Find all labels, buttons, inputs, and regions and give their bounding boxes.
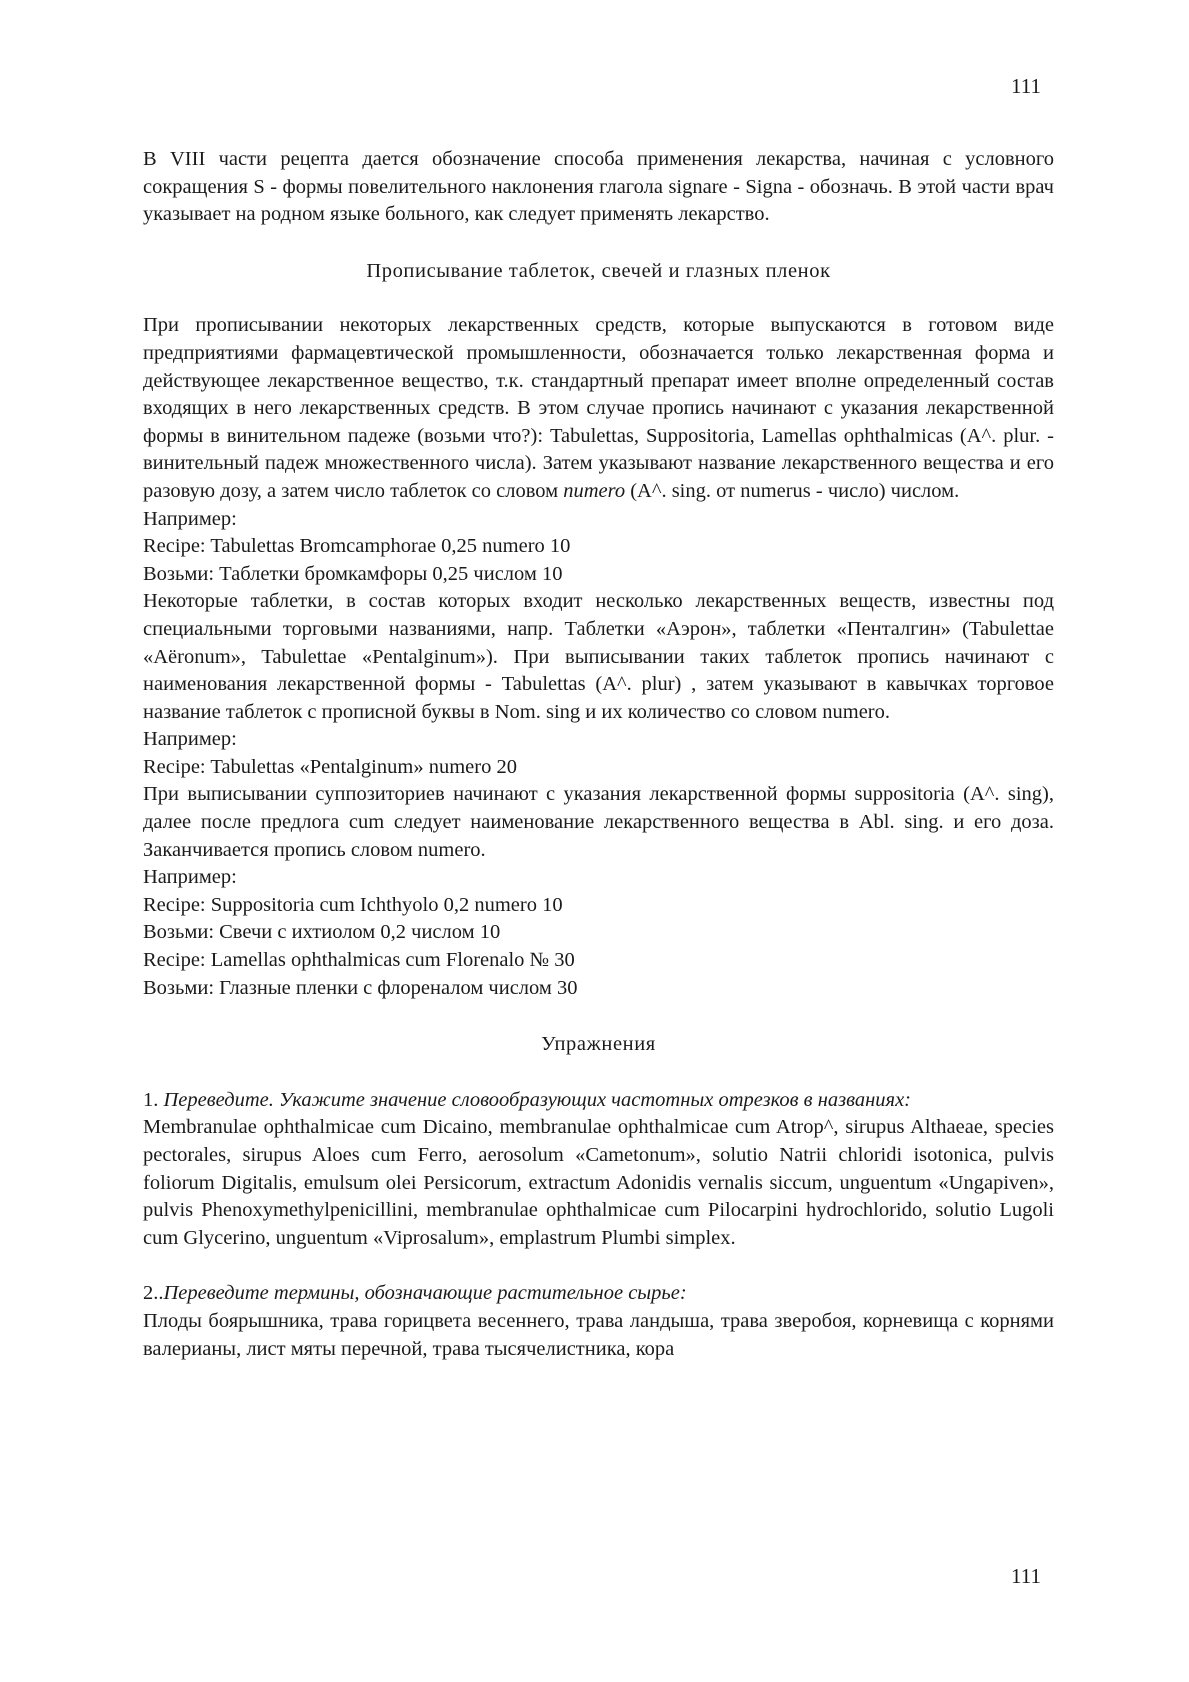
exercises-heading: Упражнения (541, 1033, 656, 1056)
recipe-line: Recipe: Suppositoria cum Ichthyolo 0,2 numero 10 (143, 893, 563, 916)
recipe-line: Recipe: Tabulettas Bromcamphorae 0,25 numero 10 (143, 535, 571, 558)
section-viii-paragraph: В VIII части рецепта дается обозначение способа применения лекарства, начиная с условного сокращения S - формы повелительного наклонения глагола signare - Signa - обозначь. В этой части врач указывает на родном языке больного, как следует применять лекарство. (143, 148, 1054, 226)
trade-names-paragraph: Некоторые таблетки, в состав которых входит несколько лекарственных веществ, известны под специальными торговыми названиями, напр. Таблетки «Аэрон», таблетки «Пенталгин» (Tabulettae «Aëronum», Tabulettae «Pentalginum»). При выписывании таких таблеток пропись начинают с наименования лекарственной формы - Tabulettas (A^. plur) , затем указывают в кавычках торговое название таблеток с прописной буквы в Nom. sing и их количество со словом numero. (143, 590, 1054, 723)
tablets-intro-text: При прописывании некоторых лекарственных средств, которые выпускаются в готовом виде предприятиями фармацевтической промышленности, обозначается только лекарственная форма и действующее лекарственное вещество, т.к. стандартный препарат имеет вполне определенный состав входящих в него лекарственных средств. В этом случае пропись начинают с указания лекарственной формы в винительном падеже (возьми что?): Tabulettas, Suppositoria, Lamellas ophthalmicas (A^. plur. - винительный падеж множественного числа). Затем указывают название лекарственного вещества и его разовую дозу, а затем число таблеток со словом (143, 314, 1054, 502)
translation-line: Возьми: Таблетки бромкамфоры 0,25 числом 10 (143, 562, 563, 585)
tablets-section-heading: Прописывание таблеток, свечей и глазных пленок (366, 259, 831, 282)
exercise-1-instruction (143, 1087, 1054, 1115)
tablets-intro-tail: (A^. sing. от numerus - число) числом. (630, 479, 960, 502)
translation-line: Возьми: Глазные пленки с флореналом числом 30 (143, 976, 578, 999)
recipe-line: Recipe: Lamellas ophthalmicas cum Florenalo № 30 (143, 949, 575, 972)
page-number-top: 111 (1011, 74, 1041, 98)
exercise-1-number: 1. (143, 1088, 159, 1111)
exercise-2-number: 2.. (143, 1282, 164, 1305)
exercise-1-task: Переведите. Укажите значение словообразующих частотных отрезков в названиях: (163, 1088, 912, 1111)
suppositories-paragraph: При выписывании суппозиториев начинают с указания лекарственной формы suppositoria (A^. sing), далее после предлога cum следует наименование лекарственного вещества в Abl. sing. и его доза. Заканчивается пропись словом numero. (143, 783, 1054, 861)
example-label: Например: (143, 728, 237, 751)
exercise-2-text: Плоды боярышника, трава горицвета весеннего, трава ландыша, трава зверобоя, корневища с корнями валерианы, лист мяты перечной, трава тысячелистника, кора (143, 1309, 1054, 1360)
exercise-1-text: Membranulae ophthalmicae cum Dicaino, membranulae ophthalmicae cum Atrop^, sirupus Althaeae, species pectorales, sirupus Aloes cum Ferro, aerosolum «Cametonum», solutio Natrii chloridi isotonica, pulvis foliorum Digitalis, emulsum olei Persicorum, extractum Adonidis vernalis siccum, unguentum «Ungapiven», pulvis Phenoxymethylpenicillini, membranulae ophthalmicae cum Pilocarpini hydrochlorido, solutio Lugoli cum Glycerino, unguentum «Viprosalum», emplastrum Plumbi simplex. (143, 1116, 1054, 1249)
example-label: Например: (143, 866, 237, 889)
example-label: Например: (143, 507, 237, 530)
exercise-2-instruction (143, 1280, 1054, 1308)
numero-italic-word: numero (563, 479, 626, 502)
tablets-intro-paragraph (143, 312, 1054, 505)
translation-line: Возьми: Свечи с ихтиолом 0,2 числом 10 (143, 921, 501, 944)
page-number-bottom: 111 (1011, 1564, 1041, 1588)
recipe-line: Recipe: Tabulettas «Pentalginum» numero 20 (143, 755, 517, 778)
exercise-2-task: Переведите термины, обозначающие растительное сырье: (163, 1282, 687, 1305)
page-content (143, 146, 1054, 1363)
